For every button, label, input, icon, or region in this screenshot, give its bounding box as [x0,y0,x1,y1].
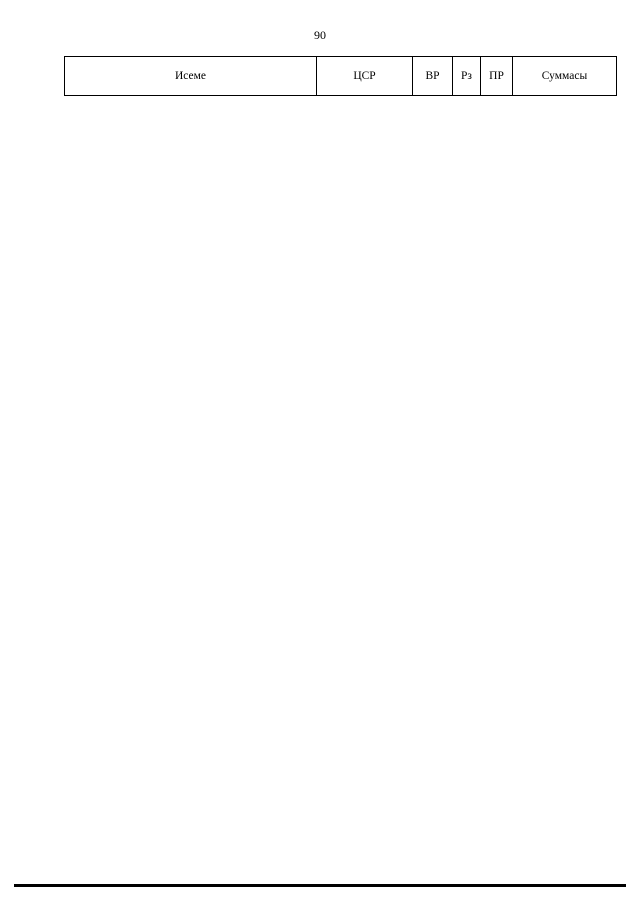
page-bottom-rule [14,884,626,887]
header-rz: Рз [453,57,481,96]
page-number: 90 [314,28,326,42]
header-amount: Суммасы [513,57,617,96]
budget-table [64,56,617,96]
table-header-row [65,57,617,96]
header-vr: ВР [413,57,453,96]
header-pr: ПР [481,57,513,96]
header-csr: ЦСР [317,57,413,96]
header-name: Исеме [65,57,317,96]
